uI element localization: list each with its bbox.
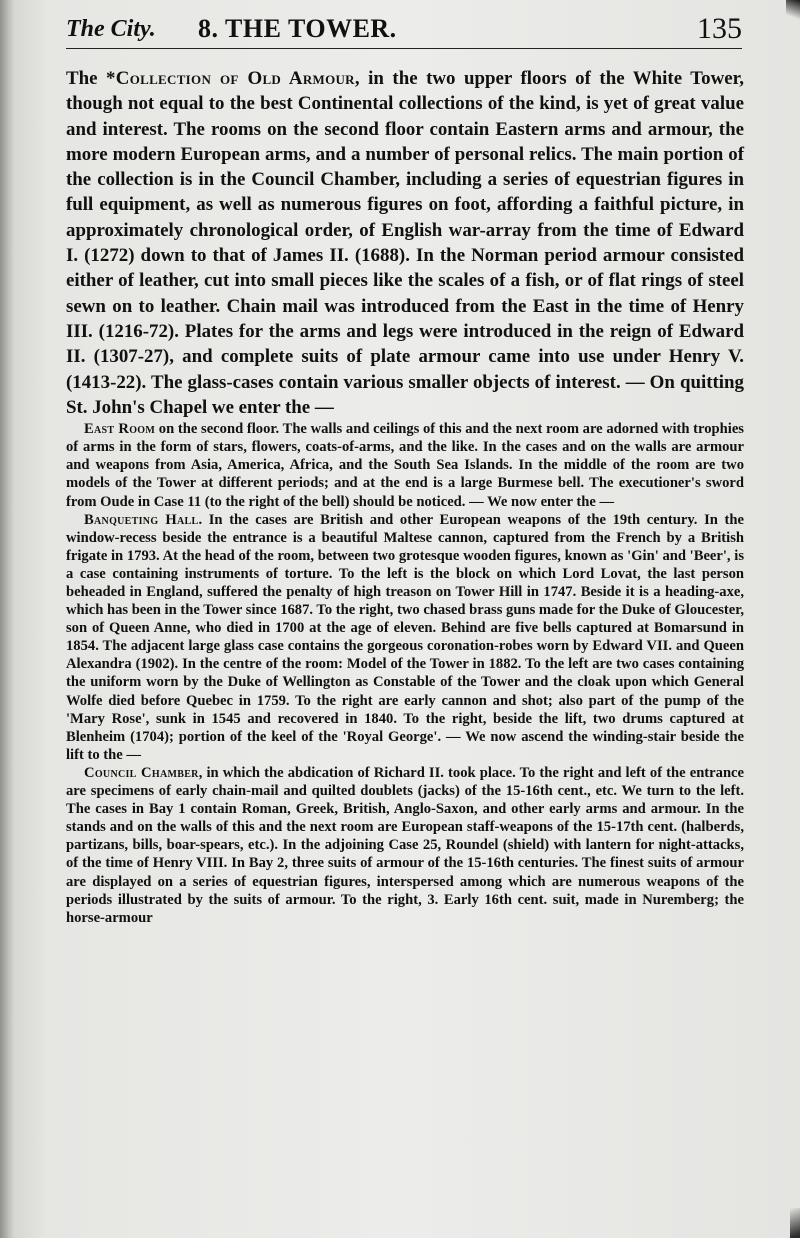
page-corner-shadow (786, 0, 800, 20)
east-room-paragraph (66, 420, 744, 510)
council-chamber-heading: Council Chamber (84, 764, 199, 781)
page-body (66, 66, 744, 927)
banqueting-hall-heading: Banqueting Hall (84, 511, 199, 528)
header-section-title: The City. (66, 16, 156, 42)
page-number: 135 (697, 12, 742, 45)
running-header (66, 8, 742, 49)
intro-lead: The (66, 68, 107, 89)
intro-paragraph (66, 66, 744, 420)
intro-text: , in the two upper floors of the White Tower, though not equal to the best Continental collections of the kind, is yet of great value and interest. The rooms on the second floor contain Eastern arms and armour, the more modern European arms, and a number of personal relics. The main portion of the collection is in the Council Chamber, including a series of equestrian figures in full equipment, as well as numerous figures on foot, affording a faithful picture, in approximately chronological order, of English war-array from the time of Edward I. (1272) down to that of James II. (1688). In the Norman period armour consisted either of leather, cut into small pieces like the scales of a fish, or of flat rings of steel sewn on to leather. Chain mail was introduced from the East in the time of Henry III. (1216-72). Plates for the arms and legs were introduced in the reign of Edward II. (1307-27), and complete suits of plate armour came into use under Henry V. (1413-22). The glass-cases contain various smaller objects of interest. — On quitting St. John's Chapel we enter the — (66, 68, 744, 418)
banqueting-hall-paragraph (66, 511, 744, 764)
banqueting-hall-text: . In the cases are British and other European weapons of the 19th century. In the window-recess beside the entrance is a beautiful Maltese cannon, captured from the French by a British frigate in 1793. At the head of the room, between two grotesque wooden figures, known as 'Gin' and 'Beer', is a case containing instruments of torture. To the left is the block on which Lord Lovat, the last person beheaded in England, suffered the penalty of high treason on Tower Hill in 1747. Beside it is a heading-axe, which has been in the Tower since 1687. To the right, two chased brass guns made for the Duke of Gloucester, son of Queen Anne, who died in 1700 at the age of eleven. Behind are five bells captured at Bomarsund in 1854. The adjacent large glass case contains the gorgeous coronation-robes worn by Edward VII. and Queen Alexandra (1902). In the centre of the room: Model of the Tower in 1882. To the left are two cases containing the uniform worn by the Duke of Wellington as Constable of the Tower and the cloak upon which General Wolfe died before Quebec in 1759. To the right are early cannon and shot; also part of the pump of the 'Mary Rose', sunk in 1545 and recovered in 1840. To the right, beside the lift, two drums captured at Blenheim (1704); portion of the keel of the 'Royal George'. — We now ascend the winding-stair beside the lift to the — (66, 511, 744, 763)
council-chamber-paragraph (66, 764, 744, 927)
page-spine-shadow (0, 0, 14, 1238)
header-chapter-title: 8. THE TOWER. (198, 14, 397, 43)
collection-heading: *Collection of Old Armour (106, 68, 355, 89)
east-room-text: on the second floor. The walls and ceilings of this and the next room are adorned with trophies of arms in the form of stars, flowers, coats-of-arms, and the like. In the cases and on the walls are armour and weapons from Asia, America, Africa, and the South Sea Islands. In the middle of the room are two models of the Tower at different periods; and at the end is a large Burmese bell. The executioner's sword from Oude in Case 11 (to the right of the bell) should be noticed. — We now enter the — (66, 421, 744, 510)
council-chamber-text: , in which the abdication of Richard II. took place. To the right and left of the entrance are specimens of early chain-mail and quilted doublets (jacks) of the 15-16th cent., etc. We turn to the left. The cases in Bay 1 contain Roman, Greek, British, Anglo-Saxon, and other early arms and armour. In the stands and on the walls of this and the next room are European staff-weapons of the 15-17th cent. (halberds, partizans, bills, boar-spears, etc.). In the adjoining Case 25, Roundel (shield) with lantern for night-attacks, of the time of Henry VIII. In Bay 2, three suits of armour of the 15-16th centuries. The finest suits of armour are displayed on a series of equestrian figures, interspersed among which are numerous weapons of the periods illustrated by the suits of armour. To the right, 3. Early 16th cent. suit, made in Nuremberg; the horse-armour (66, 764, 745, 926)
east-room-heading: East Room (84, 421, 156, 438)
page-corner-shadow (790, 1208, 800, 1238)
